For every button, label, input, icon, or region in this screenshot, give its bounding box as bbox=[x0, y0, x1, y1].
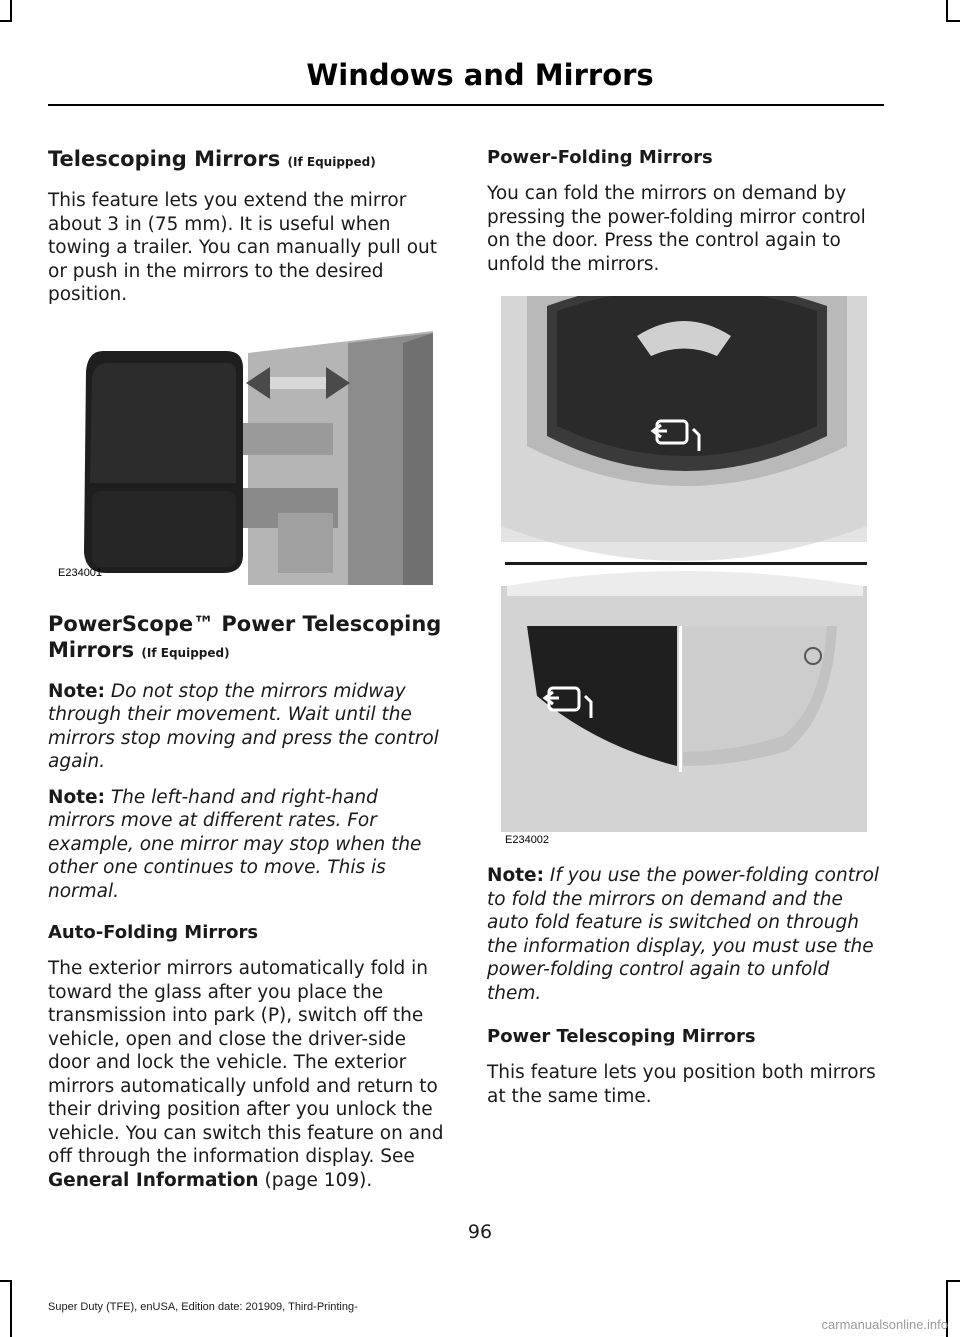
header-rule bbox=[48, 104, 884, 106]
figure-id-label: E234001 bbox=[58, 566, 103, 579]
auto-folding-body: The exterior mirrors automatically fold in toward the glass after you place the transmission into park (P), switch off the vehicle, open and close the driver-side door and lock the vehicle. The exterior mirrors automatically unfold and return to their driving position after you unlock the vehicle. You can switch this feature on and off through the information display. See General Information (page 109). bbox=[48, 958, 444, 1191]
crop-mark bbox=[946, 20, 960, 22]
page-number: 96 bbox=[467, 1221, 493, 1243]
note-rates: Note: The left-hand and right-hand mirrors move at different rates. For example, one mirror may stop when the other one continues to move. This is normal. bbox=[48, 786, 422, 902]
telescoping-body: This feature lets you extend the mirror about 3 in (75 mm). It is useful when towing a trailer. You can manually pull out or push in the mirrors to the desired position. bbox=[48, 190, 437, 305]
section-title-telescoping: Telescoping Mirrors (If Equipped) bbox=[48, 147, 376, 171]
mirror-illustration bbox=[48, 323, 436, 585]
watermark: carmanualsonline.info bbox=[821, 1317, 948, 1332]
crop-mark bbox=[0, 1280, 12, 1282]
page-header-title: Windows and Mirrors bbox=[306, 58, 654, 92]
left-column bbox=[48, 146, 448, 1192]
power-folding-control-figure bbox=[487, 296, 871, 852]
edition-info: Super Duty (TFE), enUSA, Edition date: 201909, Third-Printing- bbox=[48, 1301, 358, 1313]
power-folding-body: You can fold the mirrors on demand by pressing the power-folding mirror control on the door. Press the control again to unfold the mirrors. bbox=[487, 183, 866, 275]
section-title-power-telescoping: Power Telescoping Mirrors bbox=[487, 1026, 756, 1047]
crop-mark bbox=[0, 20, 12, 22]
power-telescoping-body: This feature lets you position both mirrors at the same time. bbox=[487, 1062, 876, 1107]
figure-id-label: E234002 bbox=[505, 834, 550, 846]
crop-mark bbox=[10, 1280, 12, 1337]
telescoping-mirror-figure bbox=[48, 323, 436, 585]
section-title-power-folding: Power-Folding Mirrors bbox=[487, 147, 713, 168]
if-equipped-tag: (If Equipped) bbox=[287, 155, 376, 169]
section-title-powerscope: PowerScope™ Power Telescoping Mirrors (If Equipped) bbox=[48, 611, 442, 662]
crop-mark bbox=[946, 1280, 960, 1282]
right-column bbox=[487, 146, 887, 1108]
note-midway: Note: Do not stop the mirrors midway through their movement. Wait until the mirrors stop moving and press the control again. bbox=[48, 680, 439, 772]
crop-mark bbox=[10, 0, 12, 22]
section-title-auto-folding: Auto-Folding Mirrors bbox=[48, 922, 259, 943]
general-information-link[interactable]: General Information bbox=[48, 1169, 259, 1191]
crop-mark bbox=[946, 0, 948, 22]
if-equipped-tag: (If Equipped) bbox=[141, 645, 230, 660]
note-power-folding: Note: If you use the power-folding control to fold the mirrors on demand and the auto fold feature is switched on through the information display, you must use the power-folding control again to unfold them. bbox=[487, 865, 880, 1004]
control-illustration bbox=[487, 296, 871, 852]
